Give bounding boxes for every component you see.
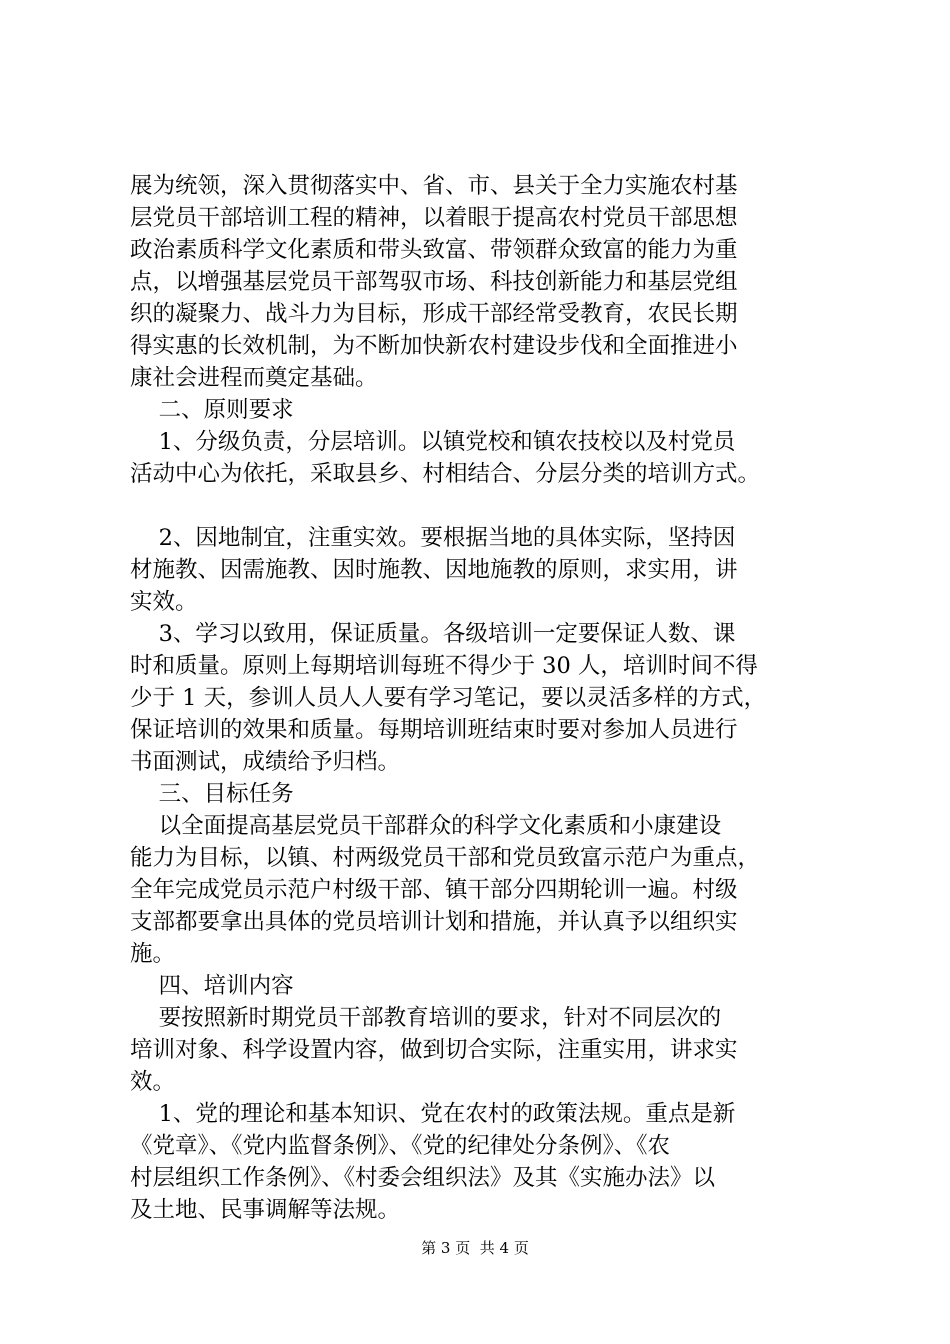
text-line: 要按照新时期党员干部教育培训的要求，针对不同层次的 [130, 1005, 722, 1031]
text-line: 及土地、民事调解等法规。 [130, 1197, 401, 1223]
text-line: 展为统领，深入贯彻落实中、省、市、县关于全力实施农村基 [130, 173, 738, 199]
text-line: 培训对象、科学设置内容，做到切合实际，注重实用，讲求实 [130, 1037, 738, 1063]
text-line: 1、党的理论和基本知识、党在农村的政策法规。重点是新 [130, 1101, 736, 1127]
section-heading: 二、原则要求 [130, 397, 294, 423]
text-line: 时和质量。原则上每期培训每班不得少于 30 人，培训时间不得 [130, 653, 758, 679]
text-line: 实效。 [130, 589, 198, 615]
text-line: 政治素质科学文化素质和带头致富、带领群众致富的能力为重 [130, 237, 738, 263]
page-number-footer: 第 3 页 共 4 页 [421, 1239, 529, 1257]
text-line: 效。 [130, 1069, 176, 1095]
text-line: 3、学习以致用，保证质量。各级培训一定要保证人数、课 [130, 621, 736, 647]
text-line: 书面测试，成绩给予归档。 [130, 749, 401, 775]
text-line: 《党章》、《党内监督条例》、《党的纪律处分条例》、《农 [130, 1133, 671, 1159]
text-line: 织的凝聚力、战斗力为目标，形成干部经常受教育，农民长期 [130, 301, 738, 327]
text-line: 支部都要拿出具体的党员培训计划和措施，并认真予以组织实 [130, 909, 738, 935]
text-line: 活动中心为依托，采取县乡、村相结合、分层分类的培训方式。 [130, 461, 761, 487]
text-line: 2、因地制宜，注重实效。要根据当地的具体实际，坚持因 [130, 525, 736, 551]
text-line: 保证培训的效果和质量。每期培训班结束时要对参加人员进行 [130, 717, 738, 743]
text-line: 少于 1 天，参训人员人人要有学习笔记，要以灵活多样的方式， [130, 685, 767, 711]
text-line: 层党员干部培训工程的精神，以着眼于提高农村党员干部思想 [130, 205, 738, 231]
document-body [130, 170, 850, 1226]
section-heading: 三、目标任务 [130, 781, 294, 807]
text-line: 点，以增强基层党员干部驾驭市场、科技创新能力和基层党组 [130, 269, 738, 295]
text-line: 以全面提高基层党员干部群众的科学文化素质和小康建设 [130, 813, 722, 839]
section-heading: 四、培训内容 [130, 973, 294, 999]
text-line: 能力为目标，以镇、村两级党员干部和党员致富示范户为重点， [130, 845, 761, 871]
text-line: 施。 [130, 941, 176, 967]
text-line: 康社会进程而奠定基础。 [130, 365, 378, 391]
text-line: 1、分级负责，分层培训。以镇党校和镇农技校以及村党员 [130, 429, 736, 455]
text-line: 材施教、因需施教、因时施教、因地施教的原则，求实用，讲 [130, 557, 738, 583]
paragraph-gap [130, 490, 850, 522]
text-line: 得实惠的长效机制，为不断加快新农村建设步伐和全面推进小 [130, 333, 738, 359]
text-line: 村层组织工作条例》、《村委会组织法》及其《实施办法》以 [130, 1165, 716, 1191]
text-line: 全年完成党员示范户村级干部、镇干部分四期轮训一遍。村级 [130, 877, 738, 903]
